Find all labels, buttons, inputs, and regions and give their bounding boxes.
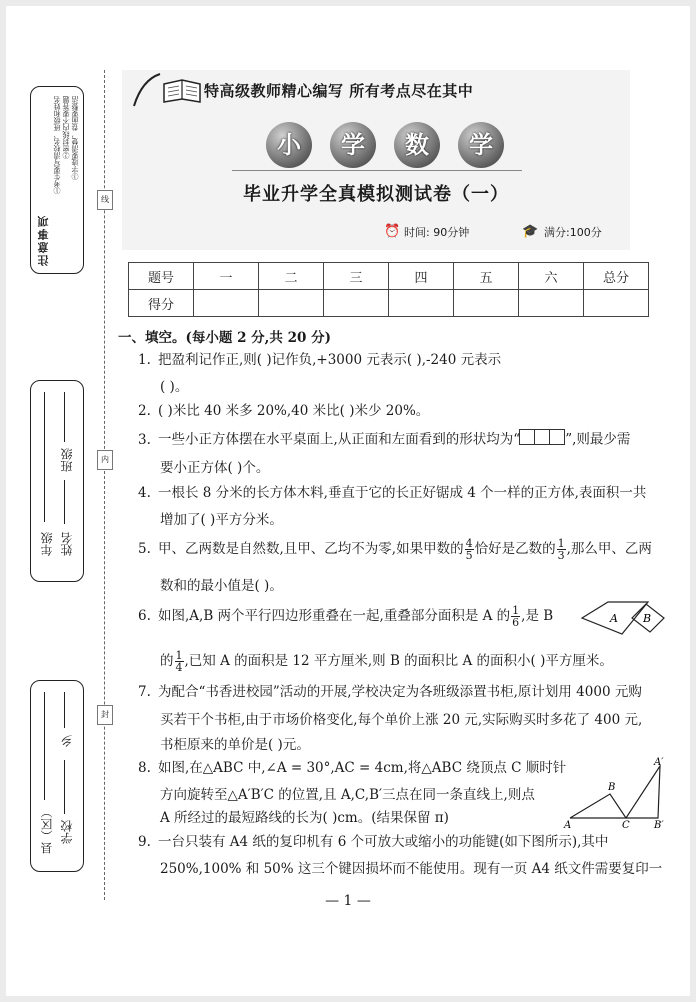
fig-label-b: B (608, 782, 616, 793)
mortarboard-icon: 🎓 (522, 224, 539, 239)
question-5-cont: 数和的最小值是( )。 (160, 578, 283, 594)
question-9-cont: 250%,100% 和 50% 这三个键因损坏而不能使用。现有一页 A4 纸文件需要复印一 (160, 861, 663, 877)
class-label: 班级 (60, 448, 74, 472)
brand-char-3: 数 (394, 122, 440, 168)
fig-label-c: C (622, 820, 630, 830)
brand-char-4: 学 (458, 122, 504, 168)
three-square-view-icon (520, 429, 565, 451)
fig-label-a: A (610, 612, 618, 625)
grade-line (44, 392, 45, 522)
notice-item-3: ③字迹要清楚，卷面要整洁 (71, 96, 79, 180)
name-line (64, 480, 65, 524)
county-line (44, 692, 45, 800)
score-input[interactable] (259, 290, 324, 317)
question-1-cont: ( )。 (160, 379, 189, 395)
name-label: 姓名 (60, 532, 74, 556)
score-cell: 六 (519, 263, 584, 290)
clock-icon: ⏰ (384, 224, 401, 239)
fraction: $\frac{4}{5}$ (465, 537, 473, 562)
question-6: 6. 如图,A,B 两个平行四边形重叠在一起,重叠部分面积是 A 的 $\frac{1}{6}$ ,是 B (138, 604, 554, 629)
question-3: 3. 一些小正方体摆在水平桌面上,从正面和左面看到的形状均为“ ”,则最少需 (138, 429, 630, 451)
question-7-cont-2: 书柜原来的单价是( )元。 (160, 737, 310, 753)
time-label: 时间: 90分钟 (404, 226, 470, 239)
score-input[interactable] (584, 290, 649, 317)
question-8-cont-1: 方向旋转至△A′B′C 的位置,且 A,C,B′三点在同一条直线上,则点 (160, 787, 535, 803)
question-6-cont: 的 $\frac{1}{4}$ ,已知 A 的面积是 12 平方厘米,则 B 的面积比 A 的面积小( )平方厘米。 (160, 649, 613, 674)
question-8-cont-2: A 所经过的最短路线的长为( )cm。(结果保留 π) (160, 810, 449, 826)
question-4-cont: 增加了( )平方分米。 (160, 512, 283, 528)
seal-mark-3: 封 (97, 705, 113, 725)
score-input[interactable] (324, 290, 389, 317)
fig-label-a-prime: A′ (654, 757, 664, 768)
question-7-cont-1: 买若干个书柜,由于市场价格变化,每个单价上涨 20 元,实际购买时多花了 400 元, (160, 712, 643, 728)
tagline: 特高级教师精心编写 所有考点尽在其中 (204, 82, 474, 100)
county-label: 县（区） (40, 806, 54, 854)
question-5: 5. 甲、乙两数是自然数,且甲、乙均不为零,如果甲数的 $\frac{4}{5}$ 恰好是乙数的 $\frac{1}{3}$ ,那么甲、乙两 (138, 537, 652, 562)
page-number: — 1 — (325, 893, 371, 909)
score-input[interactable] (194, 290, 259, 317)
brand-char-1: 小 (266, 122, 312, 168)
question-3-cont: 要小正方体( )个。 (160, 460, 270, 476)
fig-label-b-prime: B′ (654, 820, 664, 830)
notice-item-2: ②密封线内不要答题 (62, 96, 70, 159)
fig-label-b: B (643, 612, 652, 625)
score-header-row (129, 263, 649, 290)
score-cell: 二 (259, 263, 324, 290)
question-8: 8. 如图,在△ABC 中,∠A = 30°,AC = 4cm,将△ABC 绕顶点 C 顺时针 (138, 760, 567, 776)
fig-label-a: A (564, 820, 572, 830)
score-input[interactable] (389, 290, 454, 317)
score-label: 满分:100分 (544, 226, 602, 239)
township-label: 乡 (60, 735, 74, 747)
school-line (64, 760, 65, 814)
fraction: $\frac{1}{3}$ (557, 537, 565, 562)
seal-mark-1: 线 (97, 190, 113, 210)
exam-header (122, 70, 630, 250)
notice-title: 注意事项 (37, 214, 50, 266)
score-input[interactable] (454, 290, 519, 317)
score-input[interactable] (519, 290, 584, 317)
fraction: $\frac{1}{6}$ (512, 604, 520, 629)
score-cell: 题号 (129, 263, 194, 290)
score-cell: 一 (194, 263, 259, 290)
question-2: 2. ( )米比 40 米多 20%,40 米比( )米少 20%。 (138, 403, 430, 419)
header-rule (232, 170, 522, 171)
fraction: $\frac{1}{4}$ (175, 649, 183, 674)
score-value-row (129, 290, 649, 317)
township-line (64, 692, 65, 728)
question-7: 7. 为配合“书香进校园”活动的开展,学校决定为各班级添置书柜,原计划用 4000 元购 (138, 684, 642, 700)
grade-label: 年级 (40, 532, 54, 556)
seal-mark-2: 内 (97, 450, 113, 470)
score-table (128, 262, 649, 317)
question-1: 1. 把盈利记作正,则( )记作负,+3000 元表示( ),-240 元表示 (138, 352, 502, 368)
brand-char-2: 学 (330, 122, 376, 168)
question-9: 9. 一台只装有 A4 纸的复印机有 6 个可放大或缩小的功能键(如下图所示),其中 (138, 834, 609, 850)
question-4: 4. 一根长 8 分米的长方体木料,垂直于它的长正好锯成 4 个一样的正方体,表面积一共 (138, 485, 647, 501)
book-quill-logo (130, 72, 204, 108)
score-cell: 五 (454, 263, 519, 290)
class-line (64, 392, 65, 442)
school-label: 学校 (60, 820, 74, 844)
score-cell: 三 (324, 263, 389, 290)
score-cell: 总分 (584, 263, 649, 290)
exam-title: 毕业升学全真模拟测试卷（一） (243, 184, 509, 205)
score-cell: 得分 (129, 290, 194, 317)
triangle-rotation-figure (562, 756, 672, 830)
parallelogram-figure (580, 600, 666, 636)
score-cell: 四 (389, 263, 454, 290)
section-title: 一、填空。(每小题 2 分,共 20 分) (118, 330, 331, 346)
notice-item-1: ①考生要写清校名、班级和姓名 (53, 96, 61, 194)
